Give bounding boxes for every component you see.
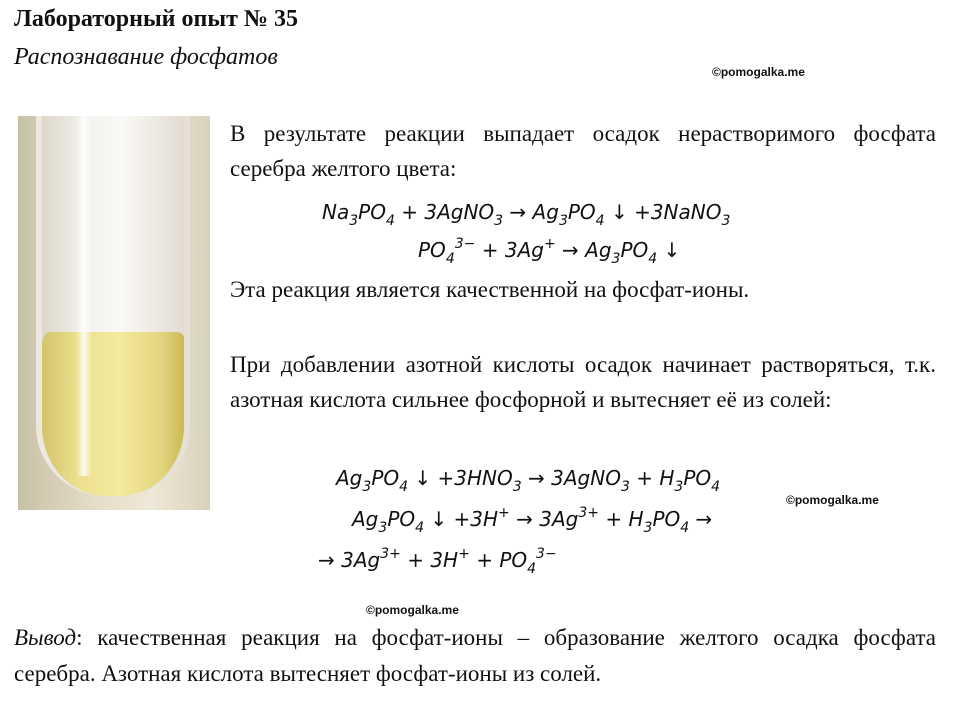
- formula-text: → 3Ag: [509, 507, 579, 531]
- formula-text: PO: [620, 238, 649, 262]
- formula-text: + 3AgNO: [394, 200, 495, 224]
- formula-text: →: [689, 507, 713, 531]
- formula-text: → Ag: [503, 200, 559, 224]
- watermark: ©pomogalka.me: [786, 493, 879, 507]
- subscript: 3: [674, 479, 684, 495]
- subscript: 3: [611, 251, 621, 267]
- subscript: 3: [349, 213, 359, 229]
- subscript: 3: [620, 479, 630, 495]
- equation-ionic: [418, 236, 681, 267]
- formula-text: ↓ +3H: [424, 507, 499, 531]
- formula-text: PO: [683, 466, 712, 490]
- subscript: 4: [680, 520, 690, 536]
- formula-text: + 3Ag: [475, 238, 544, 262]
- yellow-precipitate: [42, 332, 184, 496]
- test-tube: [36, 116, 190, 496]
- superscript: 3+: [380, 546, 401, 562]
- formula-text: + 3H: [400, 548, 459, 572]
- subscript: 4: [385, 213, 395, 229]
- subscript: 4: [399, 479, 409, 495]
- formula-text: + PO: [469, 548, 528, 572]
- conclusion-text: : качественная реакция на фосфат-ионы – образование желтого осадка фосфата серебра. Азотная кислота вытесняет фосфат-ионы из солей.: [14, 625, 936, 686]
- paragraph-qualitative: Эта реакция является качественной на фосфат-ионы.: [230, 277, 750, 302]
- watermark: ©pomogalka.me: [366, 603, 459, 617]
- subscript: 3: [643, 520, 653, 536]
- subscript: 3: [512, 479, 522, 495]
- formula-text: → 3Ag: [318, 548, 381, 572]
- formula-text: PO: [567, 200, 596, 224]
- watermark: ©pomogalka.me: [712, 65, 805, 79]
- formula-text: PO: [371, 466, 400, 490]
- superscript: +: [458, 546, 470, 562]
- formula-text: → Ag: [555, 238, 612, 262]
- formula-text: PO: [418, 238, 446, 262]
- superscript: +: [543, 236, 556, 252]
- conclusion: [14, 620, 936, 692]
- subscript: 3: [721, 213, 731, 229]
- subscript: 3: [362, 479, 372, 495]
- subscript: 4: [415, 520, 425, 536]
- subscript: 4: [445, 251, 455, 267]
- formula-text: ↓ +3NaNO: [604, 200, 722, 224]
- formula-text: PO: [387, 507, 416, 531]
- formula-text: ↓ +3HNO: [408, 466, 513, 490]
- formula-text: → 3AgNO: [521, 466, 621, 490]
- formula-text: PO: [358, 200, 386, 224]
- equation-acid-ionic: [352, 505, 713, 536]
- glass-glare: [76, 116, 92, 476]
- formula-text: Ag: [336, 466, 363, 490]
- subscript: 4: [527, 561, 537, 577]
- equation-acid-ionic-continued: [318, 546, 557, 577]
- subscript: 3: [378, 520, 388, 536]
- superscript: 3−: [536, 546, 557, 562]
- paragraph-precipitate: В результате реакции выпадает осадок нерастворимого фосфата серебра желтого цвета:: [230, 121, 936, 181]
- formula-text: Na: [322, 200, 350, 224]
- formula-text: Ag: [352, 507, 379, 531]
- paragraph-nitric-acid: При добавлении азотной кислоты осадок начинает растворяться, т.к. азотная кислота сильнее фосфорной и вытесняет её из солей:: [230, 352, 936, 412]
- subscript: 4: [711, 479, 721, 495]
- superscript: 3−: [454, 236, 476, 252]
- formula-text: + H: [599, 507, 644, 531]
- page-title: Лабораторный опыт № 35: [14, 6, 298, 32]
- conclusion-label: Вывод: [14, 625, 77, 650]
- superscript: 3+: [578, 505, 599, 521]
- superscript: +: [498, 505, 510, 521]
- subscript: 3: [494, 213, 504, 229]
- equation-acid-molecular: [336, 466, 721, 495]
- page-subtitle: Распознавание фосфатов: [14, 44, 278, 70]
- subscript: 3: [558, 213, 568, 229]
- formula-text: PO: [652, 507, 681, 531]
- equation-molecular: [322, 200, 731, 229]
- subscript: 4: [595, 213, 605, 229]
- subscript: 4: [648, 251, 658, 267]
- formula-text: + H: [629, 466, 675, 490]
- formula-text: ↓: [657, 238, 681, 262]
- test-tube-photo: [18, 116, 210, 510]
